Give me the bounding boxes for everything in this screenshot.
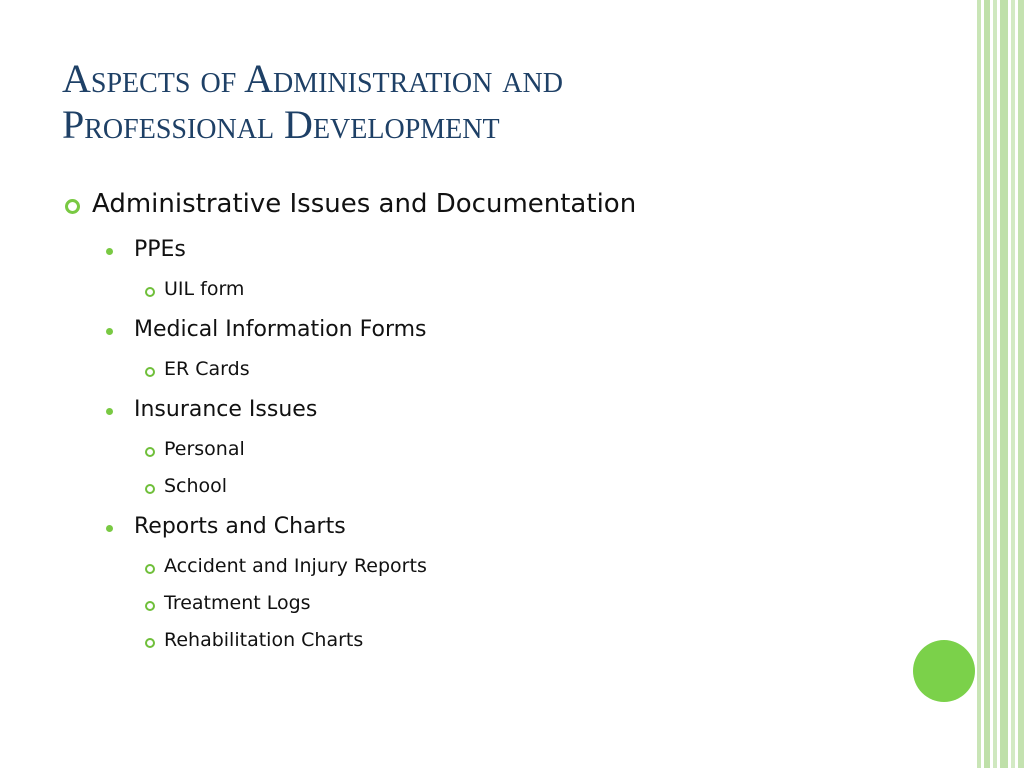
decorative-stripe	[1000, 0, 1008, 768]
ring-bullet-icon	[65, 199, 80, 214]
section-label: Reports and Charts	[134, 514, 346, 539]
slide-title-line-1: Aspects of Administration and	[62, 56, 563, 101]
list-item: Accident and Injury Reports	[164, 555, 427, 577]
dot-bullet-icon	[106, 408, 113, 415]
decorative-stripe	[984, 0, 990, 768]
list-item: ER Cards	[164, 358, 250, 380]
section-label: Medical Information Forms	[134, 317, 427, 342]
dot-bullet-icon	[106, 328, 113, 335]
list-item: UIL form	[164, 278, 245, 300]
decorative-stripe	[1011, 0, 1015, 768]
decorative-stripe	[977, 0, 981, 768]
dot-bullet-icon	[106, 525, 113, 532]
dot-bullet-icon	[106, 248, 113, 255]
ring-bullet-icon	[145, 484, 155, 494]
ring-bullet-icon	[145, 287, 155, 297]
decorative-stripe	[1018, 0, 1024, 768]
list-item: Treatment Logs	[164, 592, 311, 614]
ring-bullet-icon	[145, 447, 155, 457]
ring-bullet-icon	[145, 601, 155, 611]
list-item: Personal	[164, 438, 245, 460]
ring-bullet-icon	[145, 367, 155, 377]
slide-title-line-2: Professional Development	[62, 102, 500, 147]
list-item: Rehabilitation Charts	[164, 629, 364, 651]
list-item: School	[164, 475, 228, 497]
main-bullet-text: Administrative Issues and Documentation	[92, 189, 637, 219]
ring-bullet-icon	[145, 638, 155, 648]
section-label: Insurance Issues	[134, 397, 318, 422]
ring-bullet-icon	[145, 564, 155, 574]
decorative-stripe	[993, 0, 997, 768]
section-label: PPEs	[134, 237, 186, 262]
